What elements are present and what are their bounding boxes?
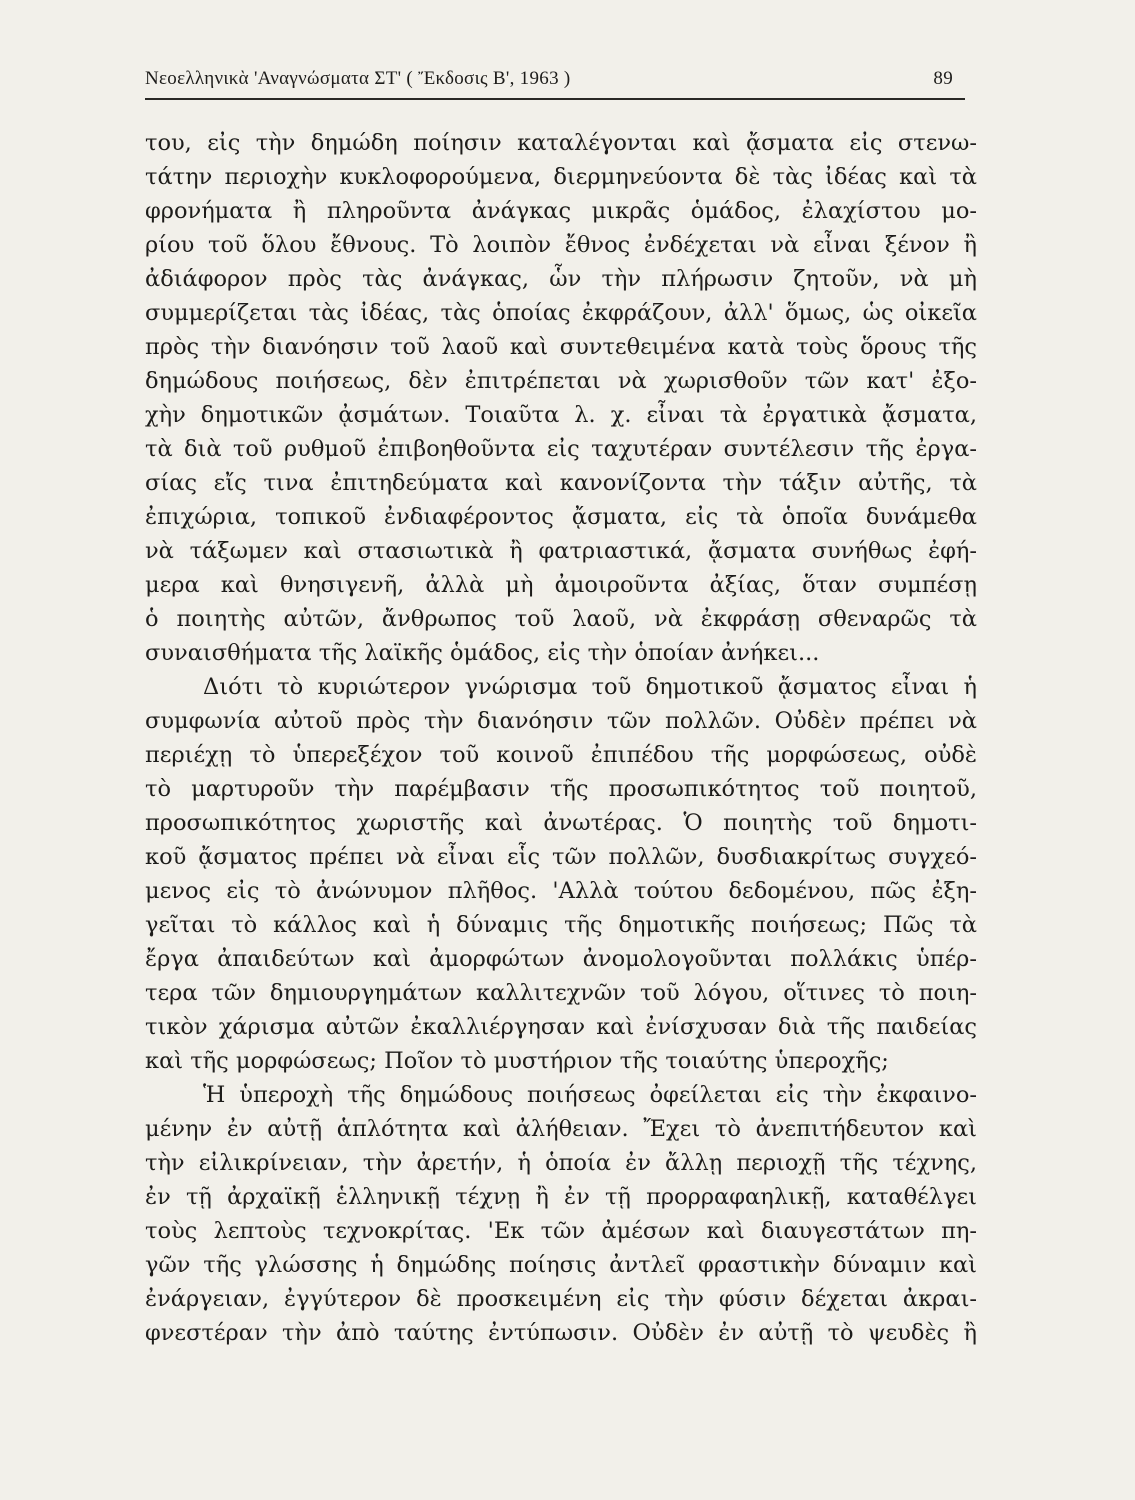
text-line: χὴν δημοτικῶν ᾀσμάτων. Τοιαῦτα λ. χ. εἶναι τὰ ἐργατικὰ ᾄσματα, <box>145 402 977 428</box>
text-line: τὸ μαρτυροῦν τὴν παρέμβασιν τῆς προσωπικότητος τοῦ ποιητοῦ, <box>145 776 977 802</box>
text-line: συμφωνία αὐτοῦ πρὸς τὴν διανόησιν τῶν πολλῶν. Οὐδὲν πρέπει νὰ <box>145 708 977 734</box>
text-line: δημώδους ποιήσεως, δὲν ἐπιτρέπεται νὰ χωρισθοῦν τῶν κατ' ἐξο- <box>145 368 977 394</box>
text-line: μενος εἰς τὸ ἀνώνυμον πλῆθος. 'Αλλὰ τούτου δεδομένου, πῶς ἐξη- <box>145 878 977 904</box>
text-line: γῶν τῆς γλώσσης ἡ δημώδης ποίησις ἀντλεῖ φραστικὴν δύναμιν καὶ <box>145 1252 977 1278</box>
text-line: συναισθήματα τῆς λαϊκῆς ὁμάδος, εἰς τὴν ὁποίαν ἀνήκει... <box>145 640 820 666</box>
text-line: του, εἰς τὴν δημώδη ποίησιν καταλέγονται καὶ ᾄσματα εἰς στενω- <box>145 130 977 156</box>
text-line: ἐνάργειαν, ἐγγύτερον δὲ προσκειμένη εἰς τὴν φύσιν δέχεται ἀκραι- <box>145 1286 977 1312</box>
text-line: ρίου τοῦ ὅλου ἔθνους. Τὸ λοιπὸν ἔθνος ἐνδέχεται νὰ εἶναι ξένον ἢ <box>145 232 977 258</box>
paragraph-first-line: Ἡ ὑπεροχὴ τῆς δημώδους ποιήσεως ὀφείλεται εἰς τὴν ἐκφαινο- <box>203 1082 977 1108</box>
text-line: ἐπιχώρια, τοπικοῦ ἐνδιαφέροντος ᾄσματα, εἰς τὰ ὁποῖα δυνάμεθα <box>145 504 977 530</box>
text-line: νὰ τάξωμεν καὶ στασιωτικὰ ἢ φατριαστικά, ᾄσματα συνήθως ἐφή- <box>145 538 977 564</box>
running-title: Νεοελληνικὰ 'Αναγνώσματα ΣΤ' ( Ἔκδοσις Β', 1963 ) <box>145 68 571 89</box>
text-line: φνεστέραν τὴν ἀπὸ ταύτης ἐντύπωσιν. Οὐδὲν ἐν αὐτῇ τὸ ψευδὲς ἢ <box>145 1320 977 1346</box>
text-line: πρὸς τὴν διανόησιν τοῦ λαοῦ καὶ συντεθειμένα κατὰ τοὺς ὅρους τῆς <box>145 334 977 360</box>
text-line: προσωπικότητος χωριστῆς καὶ ἀνωτέρας. Ὁ ποιητὴς τοῦ δημοτι- <box>145 810 977 836</box>
body-text <box>145 126 977 1350</box>
text-line: μένην ἐν αὐτῇ ἁπλότητα καὶ ἀλήθειαν. Ἔχει τὸ ἀνεπιτήδευτον καὶ <box>145 1116 977 1142</box>
header-rule <box>145 98 965 100</box>
text-line: καὶ τῆς μορφώσεως; Ποῖον τὸ μυστήριον τῆς τοιαύτης ὑπεροχῆς; <box>145 1048 889 1074</box>
text-line: τικὸν χάρισμα αὐτῶν ἐκαλλιέργησαν καὶ ἐνίσχυσαν διὰ τῆς παιδείας <box>145 1014 977 1040</box>
paragraph-first-line: Διότι τὸ κυριώτερον γνώρισμα τοῦ δημοτικοῦ ᾄσματος εἶναι ἡ <box>203 674 977 700</box>
text-line: φρονήματα ἢ πληροῦντα ἀνάγκας μικρᾶς ὁμάδος, ἐλαχίστου μο- <box>145 198 977 224</box>
text-line: τὰ διὰ τοῦ ρυθμοῦ ἐπιβοηθοῦντα εἰς ταχυτέραν συντέλεσιν τῆς ἐργα- <box>145 436 977 462</box>
text-line: τάτην περιοχὴν κυκλοφορούμενα, διερμηνεύοντα δὲ τὰς ἰδέας καὶ τὰ <box>145 164 977 190</box>
text-line: συμμερίζεται τὰς ἰδέας, τὰς ὁποίας ἐκφράζουν, ἀλλ' ὅμως, ὡς οἰκεῖα <box>145 300 977 326</box>
text-line: περιέχῃ τὸ ὑπερεξέχον τοῦ κοινοῦ ἐπιπέδου τῆς μορφώσεως, οὐδὲ <box>145 742 977 768</box>
text-line: ἐν τῇ ἀρχαϊκῇ ἑλληνικῇ τέχνῃ ἢ ἐν τῇ προρραφαηλικῇ, καταθέλγει <box>145 1184 977 1210</box>
text-line: τερα τῶν δημιουργημάτων καλλιτεχνῶν τοῦ λόγου, οἵτινες τὸ ποιη- <box>145 980 977 1006</box>
page-number: 89 <box>933 68 953 89</box>
text-line: μερα καὶ θνησιγενῆ, ἀλλὰ μὴ ἀμοιροῦντα ἀξίας, ὅταν συμπέσῃ <box>145 572 977 598</box>
text-line: ἔργα ἀπαιδεύτων καὶ ἀμορφώτων ἀνομολογοῦνται πολλάκις ὑπέρ- <box>145 946 977 972</box>
text-line: τὴν εἰλικρίνειαν, τὴν ἀρετήν, ἡ ὁποία ἐν ἄλλῃ περιοχῇ τῆς τέχνης, <box>145 1150 977 1176</box>
running-header <box>145 68 965 96</box>
text-line: σίας εἴς τινα ἐπιτηδεύματα καὶ κανονίζοντα τὴν τάξιν αὐτῆς, τὰ <box>145 470 977 496</box>
text-line: ἀδιάφορον πρὸς τὰς ἀνάγκας, ὧν τὴν πλήρωσιν ζητοῦν, νὰ μὴ <box>145 266 977 292</box>
text-line: κοῦ ᾄσματος πρέπει νὰ εἶναι εἷς τῶν πολλῶν, δυσδιακρίτως συγχεό- <box>145 844 977 870</box>
text-line: ὁ ποιητὴς αὐτῶν, ἄνθρωπος τοῦ λαοῦ, νὰ ἐκφράσῃ σθεναρῶς τὰ <box>145 606 977 632</box>
text-line: γεῖται τὸ κάλλος καὶ ἡ δύναμις τῆς δημοτικῆς ποιήσεως; Πῶς τὰ <box>145 912 977 938</box>
text-line: τοὺς λεπτοὺς τεχνοκρίτας. 'Εκ τῶν ἀμέσων καὶ διαυγεστάτων πη- <box>145 1218 977 1244</box>
